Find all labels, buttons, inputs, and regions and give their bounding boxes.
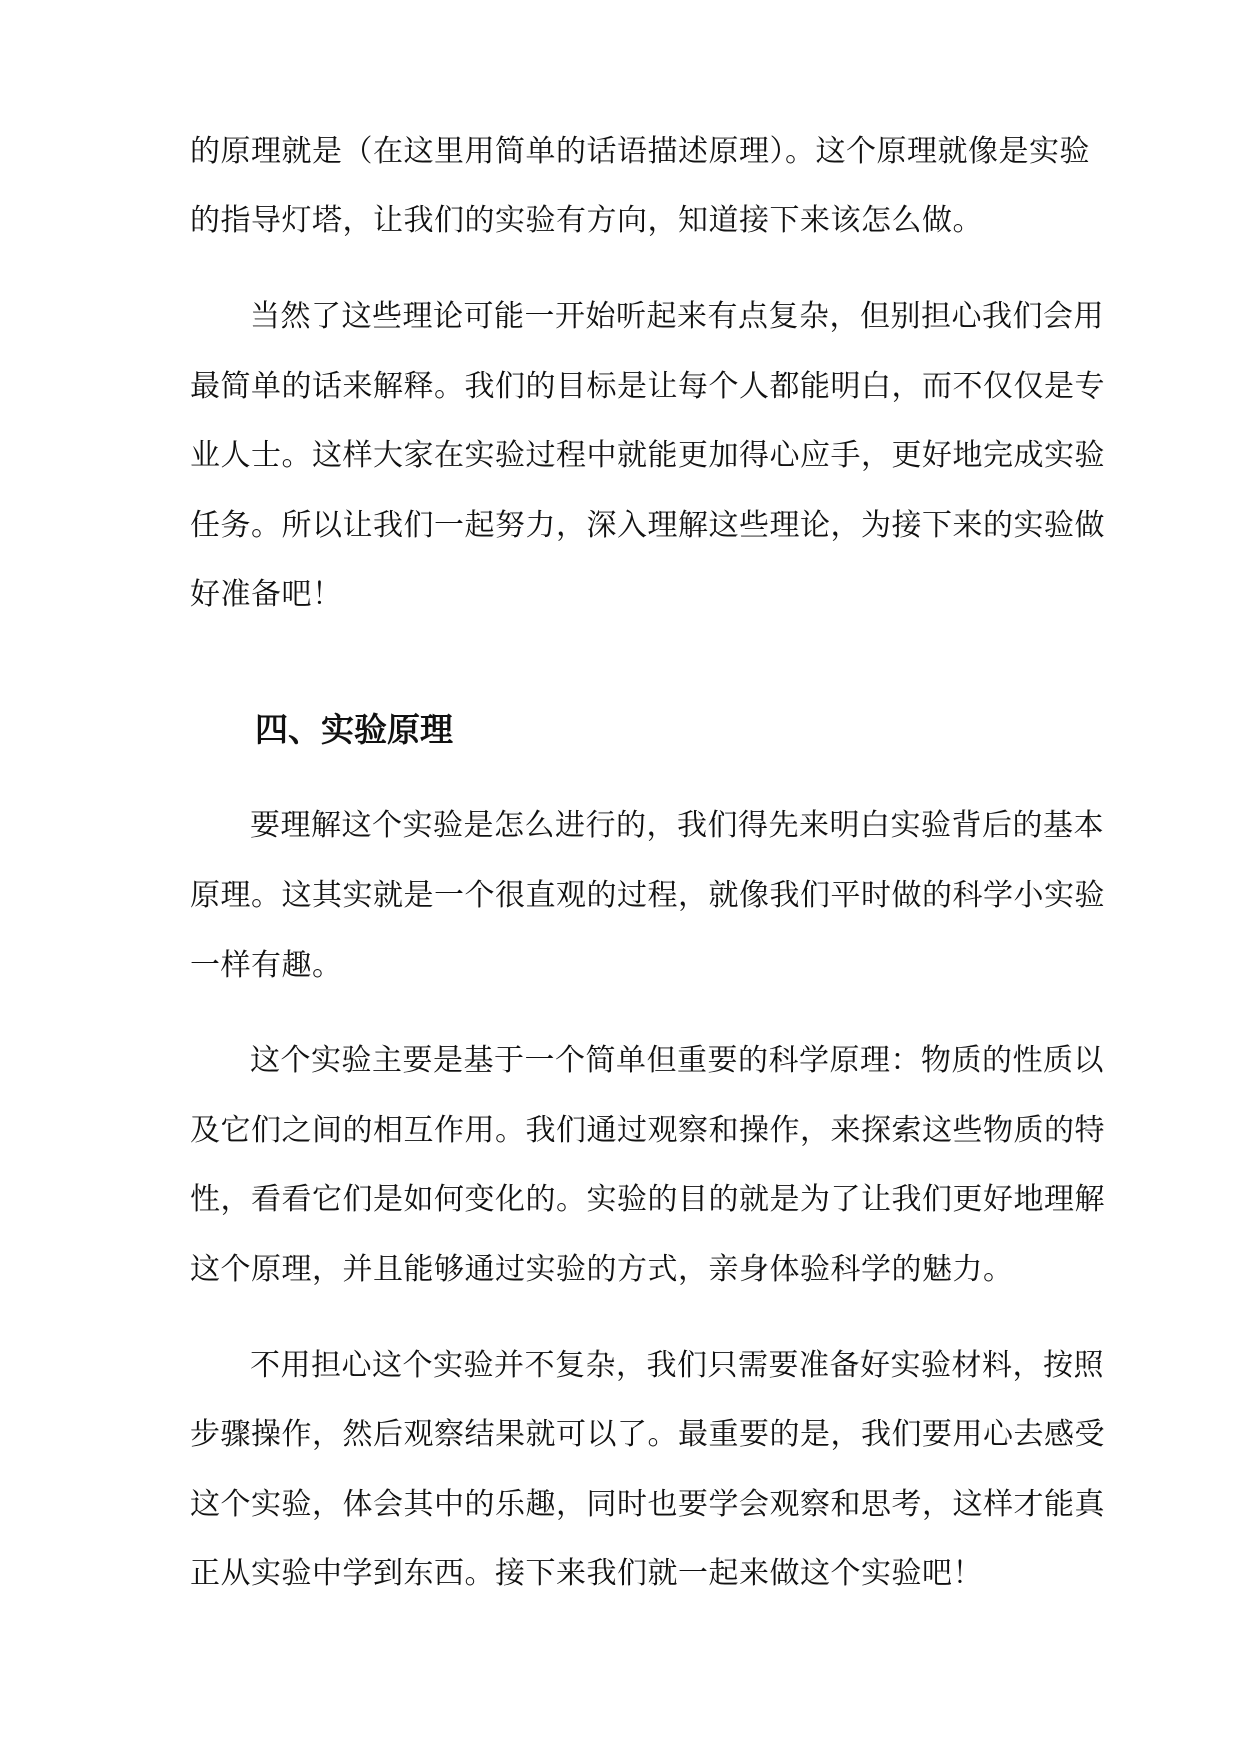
paragraph-line: 及它们之间的相互作用。我们通过观察和操作，来探索这些物质的特 (190, 1113, 1105, 1148)
paragraph-line: 好准备吧！ (190, 577, 343, 612)
paragraph-line: 这个实验，体会其中的乐趣，同时也要学会观察和思考，这样才能真 (190, 1487, 1105, 1522)
paragraph-line: 当然了这些理论可能一开始听起来有点复杂，但别担心我们会用 (250, 299, 1104, 334)
paragraph-line: 的指导灯塔，让我们的实验有方向，知道接下来该怎么做。 (190, 203, 983, 238)
paragraph-line: 性，看看它们是如何变化的。实验的目的就是为了让我们更好地理解 (190, 1182, 1105, 1217)
section-heading: 四、实验原理 (255, 710, 453, 749)
paragraph-line: 步骤操作，然后观察结果就可以了。最重要的是，我们要用心去感受 (190, 1417, 1105, 1452)
paragraph-line: 任务。所以让我们一起努力，深入理解这些理论，为接下来的实验做 (190, 508, 1105, 543)
paragraph-line: 业人士。这样大家在实验过程中就能更加得心应手，更好地完成实验 (190, 438, 1105, 473)
paragraph-line: 这个原理，并且能够通过实验的方式，亲身体验科学的魅力。 (190, 1252, 1014, 1287)
paragraph-line: 这个实验主要是基于一个简单但重要的科学原理：物质的性质以 (250, 1043, 1104, 1078)
paragraph-line: 不用担心这个实验并不复杂，我们只需要准备好实验材料，按照 (250, 1348, 1104, 1383)
paragraph-line: 要理解这个实验是怎么进行的，我们得先来明白实验背后的基本 (250, 808, 1104, 843)
paragraph-line: 原理。这其实就是一个很直观的过程，就像我们平时做的科学小实验 (190, 878, 1105, 913)
paragraph-line: 最简单的话来解释。我们的目标是让每个人都能明白，而不仅仅是专 (190, 369, 1105, 404)
paragraph-line: 的原理就是（在这里用简单的话语描述原理）。这个原理就像是实验 (190, 134, 1090, 169)
paragraph-line: 一样有趣。 (190, 948, 343, 983)
paragraph-line: 正从实验中学到东西。接下来我们就一起来做这个实验吧！ (190, 1556, 983, 1591)
